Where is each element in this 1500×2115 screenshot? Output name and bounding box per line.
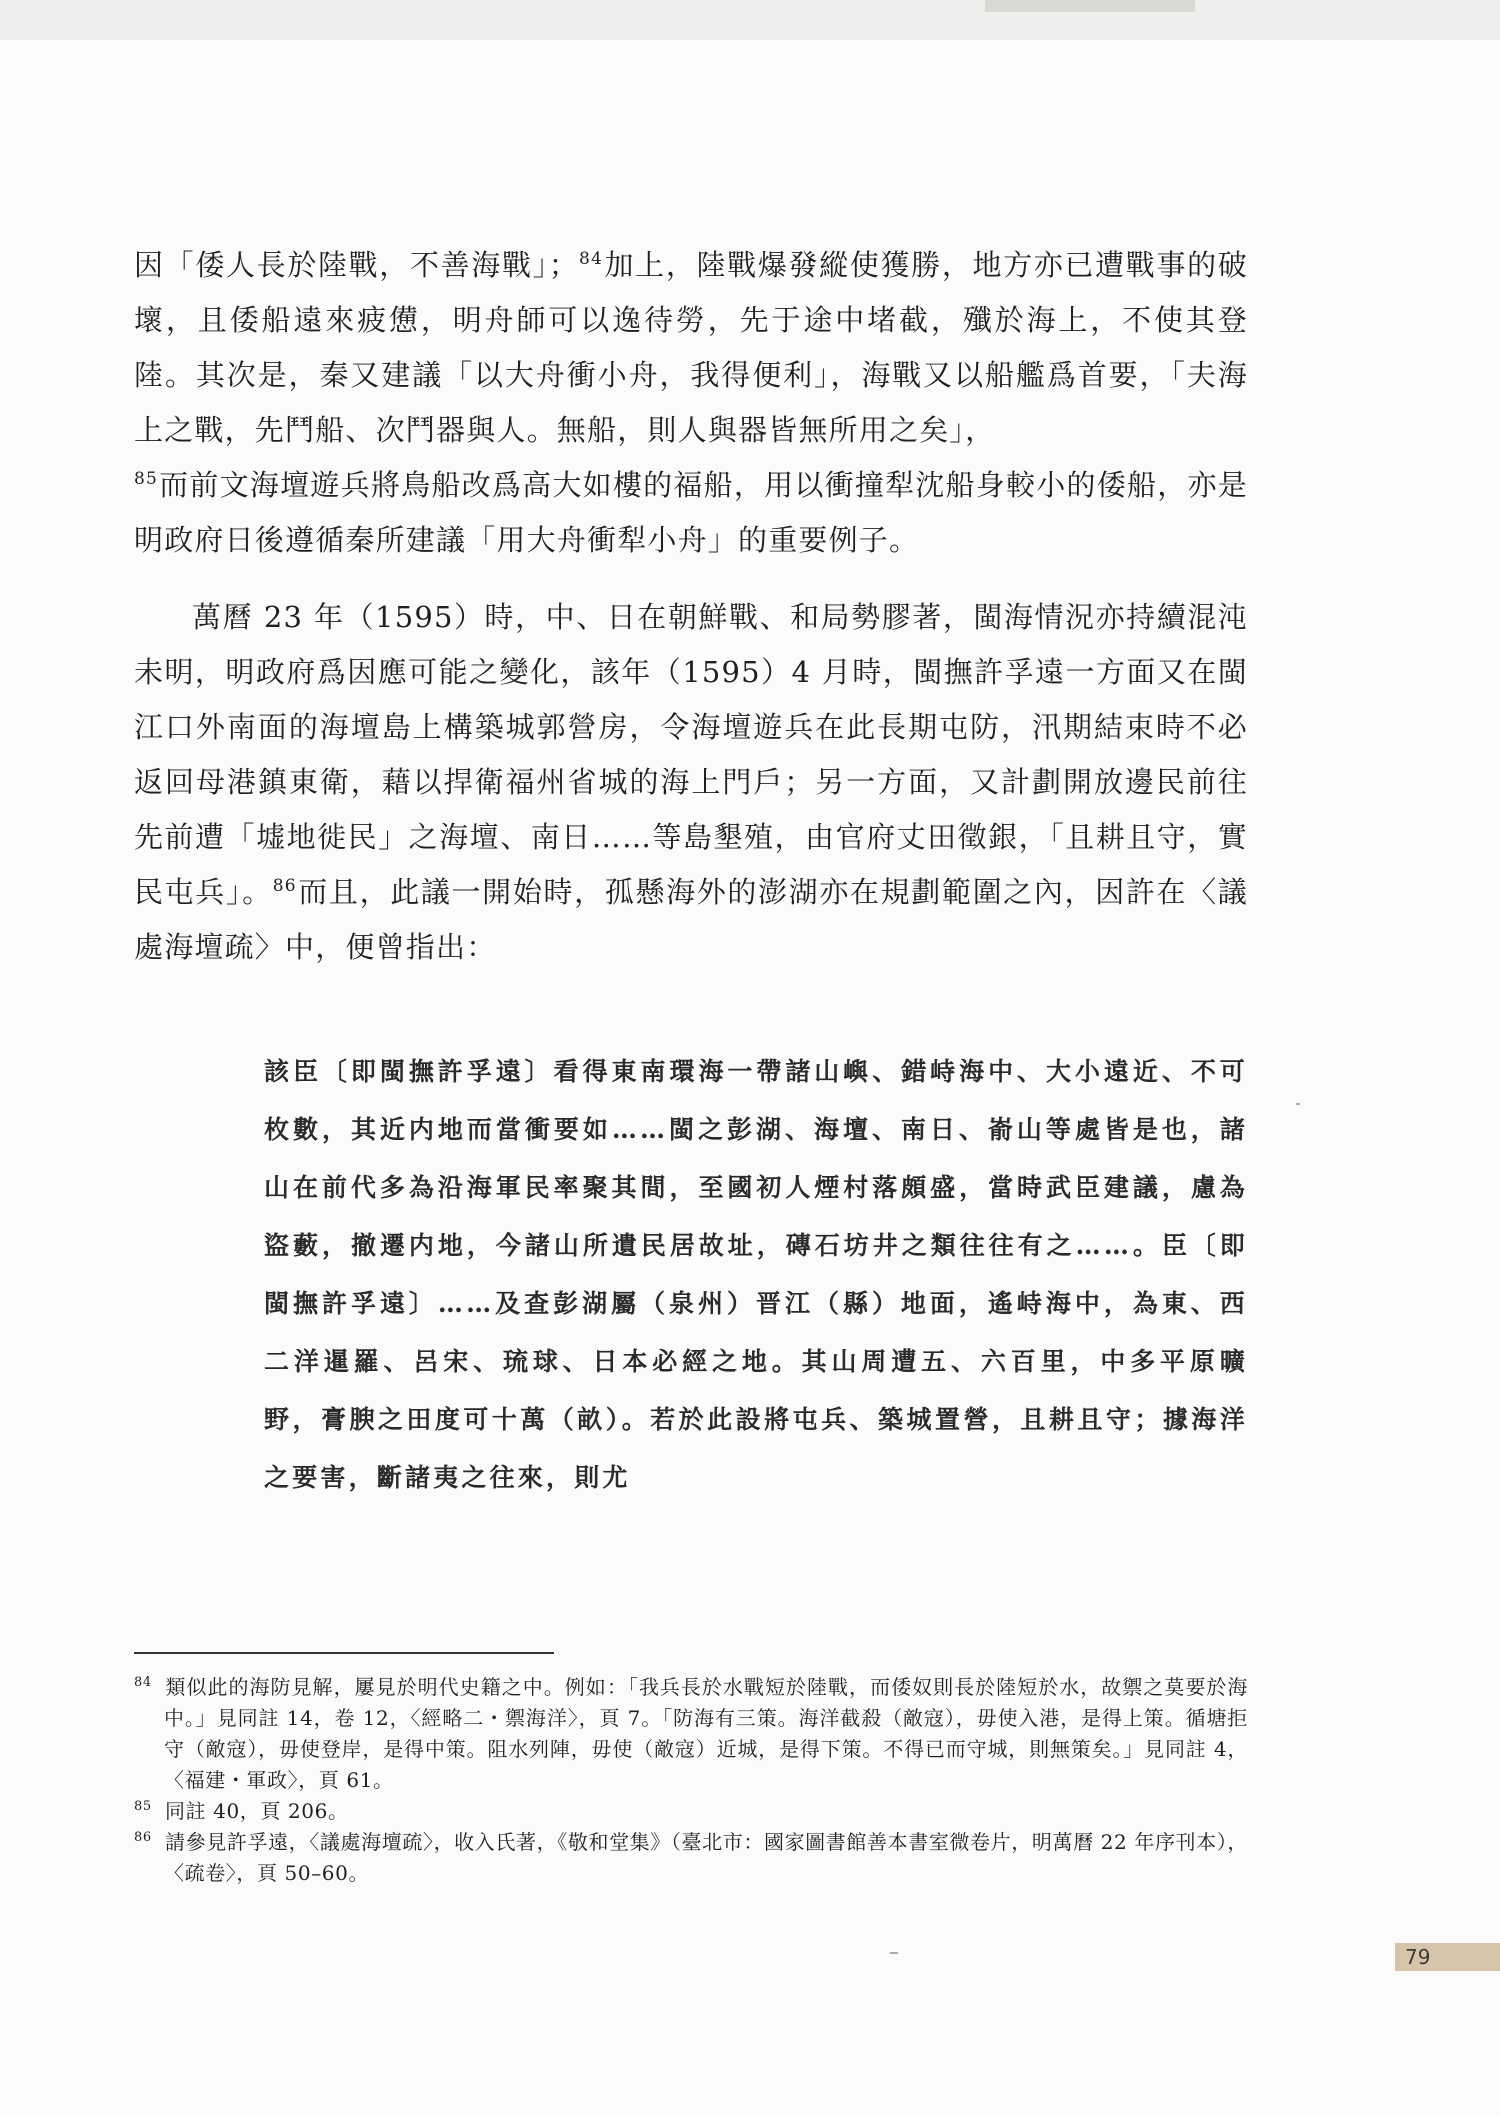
body-paragraph-2 (134, 590, 1248, 975)
footnotes (134, 1672, 1248, 1889)
paragraph-1-text-c: 而前文海壇遊兵將鳥船改爲高大如樓的福船，用以衝撞犁沈船身較小的倭船，亦是明政府日後遵循秦所建議「用大舟衝犁小舟」的重要例子。 (134, 468, 1248, 557)
scan-smudge (985, 0, 1195, 12)
footnote-86: $^{86}$ 請參見許孚遠，〈議處海壇疏〉，收入氏著，《敬和堂集》（臺北市：國家圖書館善本書室微卷片，明萬曆 22 年序刊本），〈疏卷〉，頁 50–60。 (134, 1830, 1248, 1885)
footnote-ref-85: 85 (134, 469, 159, 490)
footnote-text: 同註 40，頁 206。 (165, 1799, 349, 1823)
footnote-text: 請參見許孚遠，〈議處海壇疏〉，收入氏著，《敬和堂集》（臺北市：國家圖書館善本書室微卷片，明萬曆 22 年序刊本），〈疏卷〉，頁 50–60。 (164, 1830, 1248, 1885)
scan-speck (1296, 1103, 1300, 1105)
footnote-84: $^{84}$ 類似此的海防見解，屢見於明代史籍之中。例如：「我兵長於水戰短於陸戰，而倭奴則長於陸短於水，故禦之莫要於海中。」見同註 14，卷 12，〈經略二・禦海洋〉，頁 7。「防海有三策。海洋截殺（敵寇），毋使入港，是得上策。循塘拒守（敵寇），毋使登岸，是得中策。阻水列陣，毋使（敵寇）近城，是得下策。不得已而守城，則無策矣。」見同註 4，〈福建・軍政〉，頁 61。 (134, 1675, 1248, 1792)
footnote-text: 類似此的海防見解，屢見於明代史籍之中。例如：「我兵長於水戰短於陸戰，而倭奴則長於陸短於水，故禦之莫要於海中。」見同註 14，卷 12，〈經略二・禦海洋〉，頁 7。「防海有三策。海洋截殺（敵寇），毋使入港，是得上策。循塘拒守（敵寇），毋使登岸，是得中策。阻水列陣，毋使（敵寇）近城，是得下策。不得已而守城，則無策矣。」見同註 4，〈福建・軍政〉，頁 61。 (164, 1675, 1248, 1792)
footnote-ref-84: 84 (579, 249, 604, 270)
paragraph-1-text-b: 加上，陸戰爆發縱使獲勝，地方亦已遭戰事的破壞，且倭船遠來疲憊，明舟師可以逸待勞，先于途中堵截，殲於海上，不使其登陸。其次是，秦又建議「以大舟衝小舟，我得便利」，海戰又以船艦爲首要，「夫海上之戰，先鬥船、次鬥器與人。無船，則人與器皆無所用之矣」， (134, 248, 1248, 447)
footnote-85: $^{85}$ 同註 40，頁 206。 (134, 1799, 349, 1823)
scan-speck (890, 1952, 898, 1954)
footnote-ref-86: 86 (272, 876, 297, 897)
paragraph-2-text-a: 萬曆 23 年（1595）時，中、日在朝鮮戰、和局勢膠著，閩海情況亦持續混沌未明，明政府爲因應可能之變化，該年（1595）4 月時，閩撫許孚遠一方面又在閩江口外南面的海壇島上構築城郭營房，令海壇遊兵在此長期屯防，汛期結束時不必返回母港鎮東衛，藉以捍衛福州省城的海上門戶；另一方面，又計劃開放邊民前往先前遭「墟地徙民」之海壇、南日……等島墾殖，由官府丈田徵銀，「且耕且守，實民屯兵」。 (134, 600, 1248, 909)
paragraph-2-text-b: 而且，此議一開始時，孤懸海外的澎湖亦在規劃範圍之內，因許在〈議處海壇疏〉中，便曾指出： (134, 875, 1248, 964)
scan-top-margin (0, 0, 1500, 40)
body-paragraph-1 (134, 238, 1248, 568)
footnote-separator (134, 1652, 554, 1654)
paragraph-1-text-a: 因「倭人長於陸戰，不善海戰」； (134, 248, 579, 282)
block-quote: 該臣〔即閩撫許孚遠〕看得東南環海一帶諸山嶼、錯峙海中、大小遠近、不可枚數，其近内地而當衝要如……閩之彭湖、海壇、南日、嵛山等處皆是也，諸山在前代多為沿海軍民率聚其間，至國初人煙村落頗盛，當時武臣建議，慮為盜藪，撤遷内地，今諸山所遺民居故址，磚石坊井之類往往有之……。臣〔即閩撫許孚遠〕……及查彭湖屬（泉州）晋江（縣）地面，遙峙海中，為東、西二洋暹羅、呂宋、琉球、日本必經之地。其山周遭五、六百里，中多平原曠野，膏腴之田度可十萬（畝）。若於此設將屯兵、築城置營，且耕且守；據海洋之要害，斷諸夷之往來，則尤 (264, 1057, 1248, 1492)
page-number: 79 (1395, 1943, 1500, 1971)
